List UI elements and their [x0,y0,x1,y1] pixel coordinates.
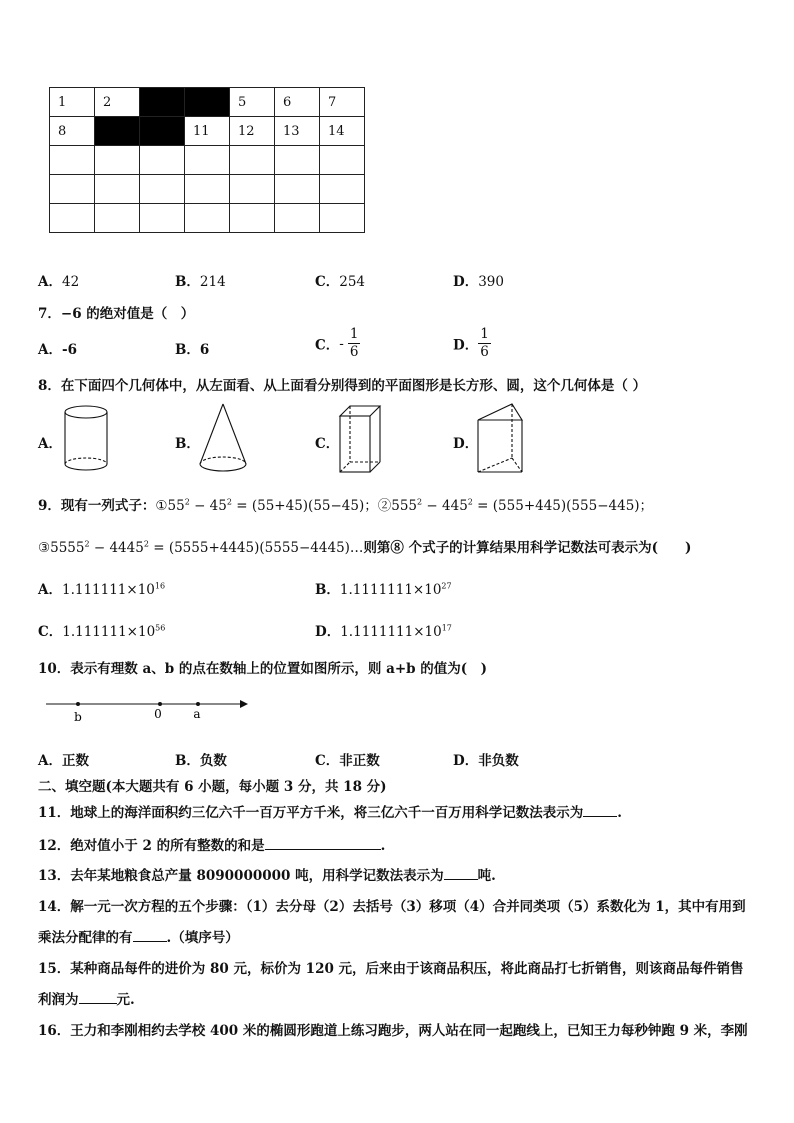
minus-sign: - [339,335,344,352]
grid-cell: 12 [230,117,275,146]
q11-text: 11．地球上的海洋面积约三亿六千一百万平方千米，将三亿六千一百万用科学记数法表示为 [38,805,584,821]
q9-option-d [315,620,452,640]
option-label: C． [315,274,340,290]
q9-question: 则第⑧ 个式子的计算结果用科学记数法可表示为( ) [363,540,692,556]
grid-cell: 11 [185,117,230,146]
grid-cell [185,146,230,175]
label-b: b [74,710,82,724]
q9-line1 [38,494,653,514]
q16-line1: 16．王力和李刚相约去学校 400 米的椭圆形跑道上练习跑步，两人站在同一起跑线上，已知王力每秒钟跑 9 米，李刚 [38,1023,748,1039]
option-value: $1.111111\times 10^{56}$ [62,623,166,640]
option-value: 6 [199,342,210,358]
grid-cell: 14 [320,117,365,146]
grid-cell [230,175,275,204]
denominator: 6 [349,344,359,360]
option-label: C． [315,753,340,769]
answer-blank[interactable] [444,879,478,880]
q10-stem: 10．表示有理数 a、b 的点在数轴上的位置如图所示，则 a+b 的值为( ) [38,661,488,677]
option-label: C． [38,624,63,640]
fraction [478,326,491,361]
grid-row [50,117,365,146]
q6-option-b [175,270,226,290]
grid-cell [230,204,275,233]
grid-cell [320,204,365,233]
option-label: A． [38,582,62,598]
grid-cell [140,204,185,233]
fraction [348,326,361,361]
q8-label-a: A． [38,436,62,452]
q9-expression-3: $③5555^2 - 4445^2$ = (5555+4445)(5555−4445)… [38,539,364,556]
grid-cell [275,146,320,175]
option-label: B． [315,582,340,598]
option-value: $1.111111\times 10^{16}$ [61,581,166,598]
q7-option-c [315,326,360,361]
option-label: A． [38,274,62,290]
arrow-right-icon [240,700,248,708]
grid-cell: 7 [320,88,365,117]
label-zero: 0 [154,707,162,721]
q9-option-c [38,620,165,640]
q12-text: 12．绝对值小于 2 的所有整数的和是 [38,838,265,854]
grid-cell: 13 [275,117,320,146]
q12-suffix: . [380,838,386,854]
answer-blank[interactable] [583,816,617,817]
numerator: 1 [480,326,489,342]
q7-option-b [175,338,209,358]
option-label: D． [453,337,479,354]
grid-cell [230,146,275,175]
triangular-prism-icon [474,402,526,476]
q9-option-a [38,578,165,598]
grid-cell: 1 [50,88,95,117]
denominator: 6 [480,344,489,360]
grid-cell: 6 [275,88,320,117]
option-label: D． [315,624,341,640]
q9-expression-1-2: $①55^2 - 45^2 = (55+45)(55-45)$；$②555^2 - 445^2 = (555+445)(555-445)$； [155,497,654,514]
option-value: 214 [199,274,226,290]
grid-cell [95,175,140,204]
option-label: A． [38,753,62,769]
q10-option-b [175,749,227,769]
q7-stem: 7．−6 的绝对值是（ ） [38,306,195,322]
point-zero [158,702,162,706]
grid-cell-shaded [185,88,230,117]
answer-blank[interactable] [265,849,381,850]
grid-cell: 5 [230,88,275,117]
option-value: 42 [61,274,80,290]
grid-cell [140,146,185,175]
point-a [196,702,200,706]
q12 [38,834,385,854]
q8-label-b: B． [175,436,200,452]
option-value: 254 [339,274,366,290]
grid-cell: 8 [50,117,95,146]
option-value: $1.1111111\times 10^{27}$ [339,581,452,598]
option-value: $1.1111111\times 10^{17}$ [340,623,452,640]
grid-row [50,146,365,175]
grid-cell [50,175,95,204]
q14-text: 乘法分配律的有 [38,930,133,946]
grid-row [50,175,365,204]
q8-label-c: C． [315,436,340,452]
option-value: -6 [61,342,77,358]
q15-text: 利润为 [38,992,79,1008]
q8-label-d: D． [453,436,479,452]
rectangular-prism-icon [336,402,386,476]
q9-prefix: 9．现有一列式子： [38,498,156,514]
q9-line2 [38,536,691,556]
q13 [38,864,496,884]
grid-cell [95,204,140,233]
grid-cell-shaded [95,117,140,146]
q10-option-c [315,749,380,769]
q10-option-a [38,749,89,769]
q14-line1: 14．解一元一次方程的五个步骤：（1）去分母（2）去括号（3）移项（4）合并同类项（5）系数化为 1，其中有用到 [38,899,746,915]
number-line-diagram [40,694,250,726]
answer-blank[interactable] [79,1003,117,1004]
grid-cell [185,175,230,204]
q6-option-c [315,270,365,290]
q7-option-a [38,338,77,358]
q6-option-d [453,270,504,290]
q13-text: 13．去年某地粮食总产量 8090000000 吨，用科学记数法表示为 [38,868,444,884]
q7-option-d [453,326,491,361]
option-label: A． [38,342,62,358]
number-grid [49,87,365,233]
numerator: 1 [349,326,359,342]
q11-suffix: . [617,805,622,821]
grid-row [50,88,365,117]
q14-suffix: .（填序号） [166,930,239,946]
grid-cell [275,204,320,233]
q15-line1: 15．某种商品每件的进价为 80 元，标价为 120 元，后来由于该商品积压，将此商品打七折销售，则该商品每件销售 [38,961,744,977]
section-2-title: 二、填空题(本大题共有 6 小题，每小题 3 分，共 18 分) [38,779,387,795]
grid-cell [50,146,95,175]
grid-cell [275,175,320,204]
q15-suffix: 元. [116,992,135,1008]
option-value: 正数 [61,753,89,769]
answer-blank[interactable] [133,941,167,942]
grid-row [50,204,365,233]
q13-suffix: 吨. [477,868,496,884]
cone-icon [196,402,252,478]
option-label: C． [315,337,340,354]
q9-option-b [315,578,452,598]
q10-option-d [453,749,519,769]
option-value: 非负数 [478,753,519,769]
option-value: 负数 [199,753,227,769]
grid-cell [320,175,365,204]
point-b [76,702,80,706]
option-label: D． [453,274,479,290]
grid-cell: 2 [95,88,140,117]
grid-cell [185,204,230,233]
q14-line2 [38,926,239,946]
option-value: 390 [478,274,504,290]
grid-cell [140,175,185,204]
q6-option-a [38,270,79,290]
option-value: 非正数 [339,753,380,769]
q15-line2 [38,988,135,1008]
option-label: B． [175,342,200,358]
q8-stem: 8．在下面四个几何体中，从左面看、从上面看分别得到的平面图形是长方形、圆，这个几何体是（ ） [38,378,647,394]
q11 [38,801,622,821]
option-label: B． [175,753,200,769]
grid-cell [320,146,365,175]
cylinder-icon [60,403,112,475]
grid-cell [50,204,95,233]
label-a: a [193,707,201,721]
grid-cell-shaded [140,88,185,117]
grid-cell [95,146,140,175]
grid-cell-shaded [140,117,185,146]
option-label: D． [453,753,479,769]
option-label: B． [175,274,200,290]
